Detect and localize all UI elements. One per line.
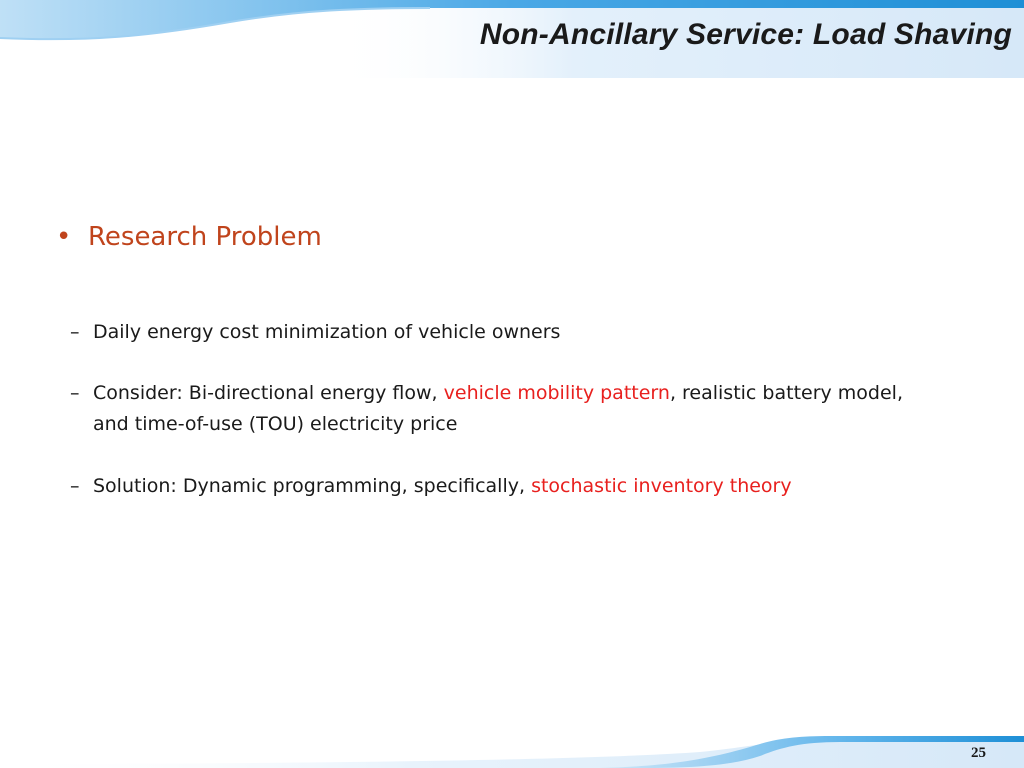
highlight-inventory-theory: stochastic inventory theory — [531, 475, 792, 497]
dash-marker: – — [70, 321, 80, 343]
sub-item-continuation: and time-of-use (TOU) electricity price — [93, 413, 458, 435]
highlight-mobility-pattern: vehicle mobility pattern — [443, 382, 670, 404]
footer-decoration — [0, 734, 1024, 768]
sub-item-cost-minimization — [70, 317, 560, 348]
sub-item-text-suffix: , realistic battery model, — [669, 382, 904, 404]
sub-item-text: Consider: Bi-directional energy flow, — [93, 382, 444, 404]
sub-item-text: Solution: Dynamic programming, specifically, — [93, 475, 532, 497]
sub-item-text: Daily energy cost minimization of vehicle owners — [93, 321, 561, 343]
dash-marker: – — [70, 382, 80, 404]
sub-item-solution — [70, 471, 792, 502]
slide-title: Non-Ancillary Service: Load Shaving — [479, 18, 1012, 51]
bullet-research-problem — [56, 222, 322, 252]
dash-marker: – — [70, 475, 80, 497]
page-number: 25 — [971, 745, 986, 761]
bullet-dot: • — [56, 222, 72, 252]
sub-item-consider — [70, 378, 903, 440]
bullet-heading: Research Problem — [88, 222, 322, 252]
